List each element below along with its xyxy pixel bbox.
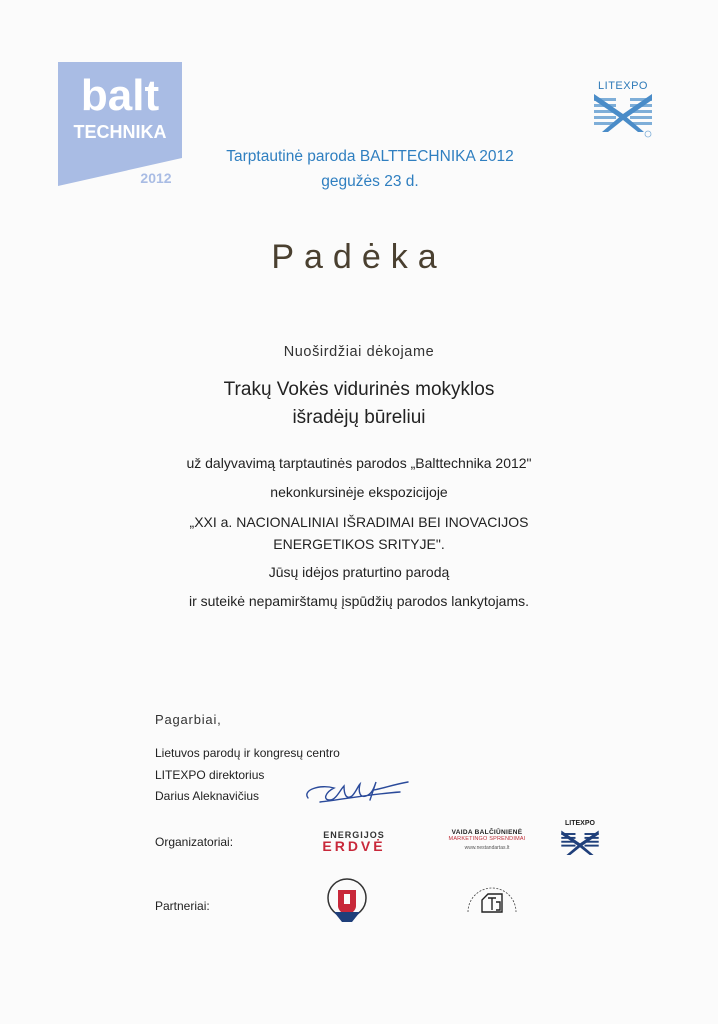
- litexpo-logo-top: [588, 80, 658, 150]
- signer-position: LITEXPO direktorius: [155, 767, 265, 782]
- energ-logo-bottom: ERDVĖ: [322, 838, 386, 854]
- balttechnika-logo: [58, 62, 182, 186]
- event-name: Tarptautinė paroda BALTTECHNIKA 2012: [226, 148, 514, 165]
- signer-name: Darius Aleknavičius: [155, 789, 260, 803]
- balt-logo-word: balt: [80, 71, 160, 120]
- partner-tb-logo: [462, 882, 522, 918]
- partner-emblem-logo: [326, 876, 368, 926]
- technika-logo-word: TECHNIKA: [73, 122, 167, 142]
- event-header: [190, 144, 550, 194]
- recipient-line-1: Trakų Vokės vidurinės mokyklos: [223, 379, 495, 400]
- paragraph-line-3: „XXI a. NACIONALINIAI IŠRADIMAI BEI INOVACIJOS: [189, 514, 529, 530]
- paragraph-line-5: Jūsų idėjos praturtino parodą: [268, 564, 450, 580]
- vaida-balciuniene-logo: [447, 829, 527, 851]
- litexpo-small-mark-icon: [560, 827, 600, 861]
- organizers-label: Organizatoriai:: [155, 835, 234, 849]
- vb-logo-sub: MARKETINGO SPRENDIMAI: [448, 836, 526, 842]
- litexpo-logo-small: [558, 820, 602, 866]
- handwritten-signature: [300, 770, 412, 810]
- litexpo-logo-label: LITEXPO: [598, 80, 648, 92]
- recipient: [0, 376, 718, 432]
- body-paragraph: [0, 449, 718, 616]
- energ-logo-top: ENERGIJOS: [323, 830, 385, 840]
- page-title: Padėka: [271, 238, 447, 276]
- event-date: gegužės 23 d.: [321, 173, 419, 190]
- signer-organization: Lietuvos parodų ir kongresų centro: [155, 746, 340, 760]
- energijos-erdve-logo: [305, 828, 403, 854]
- litexpo-mark-icon: [592, 92, 654, 138]
- paragraph-line-2: nekonkursinėje ekspozicijoje: [270, 484, 448, 500]
- thanks-line: Nuoširdžiai dėkojame: [283, 344, 435, 360]
- paragraph-line-6: ir suteikė nepamirštamų įspūdžių parodos lankytojams.: [188, 593, 530, 609]
- partners-label: Partneriai:: [155, 899, 210, 913]
- balt-logo-year: 2012: [140, 170, 172, 186]
- recipient-line-2: išradėjų būreliui: [292, 407, 426, 428]
- litexpo-small-label: LITEXPO: [565, 820, 595, 827]
- paragraph-line-1: už dalyvavimą tarptautinės parodos „Balttechnika 2012": [186, 455, 532, 471]
- vb-logo-name: VAIDA BALČIŪNIENĖ: [451, 829, 523, 836]
- paragraph-line-4: ENERGETIKOS SRITYJE".: [273, 536, 445, 552]
- regards: Pagarbiai,: [155, 712, 222, 727]
- vb-logo-web: www.nestandartas.lt: [464, 845, 510, 851]
